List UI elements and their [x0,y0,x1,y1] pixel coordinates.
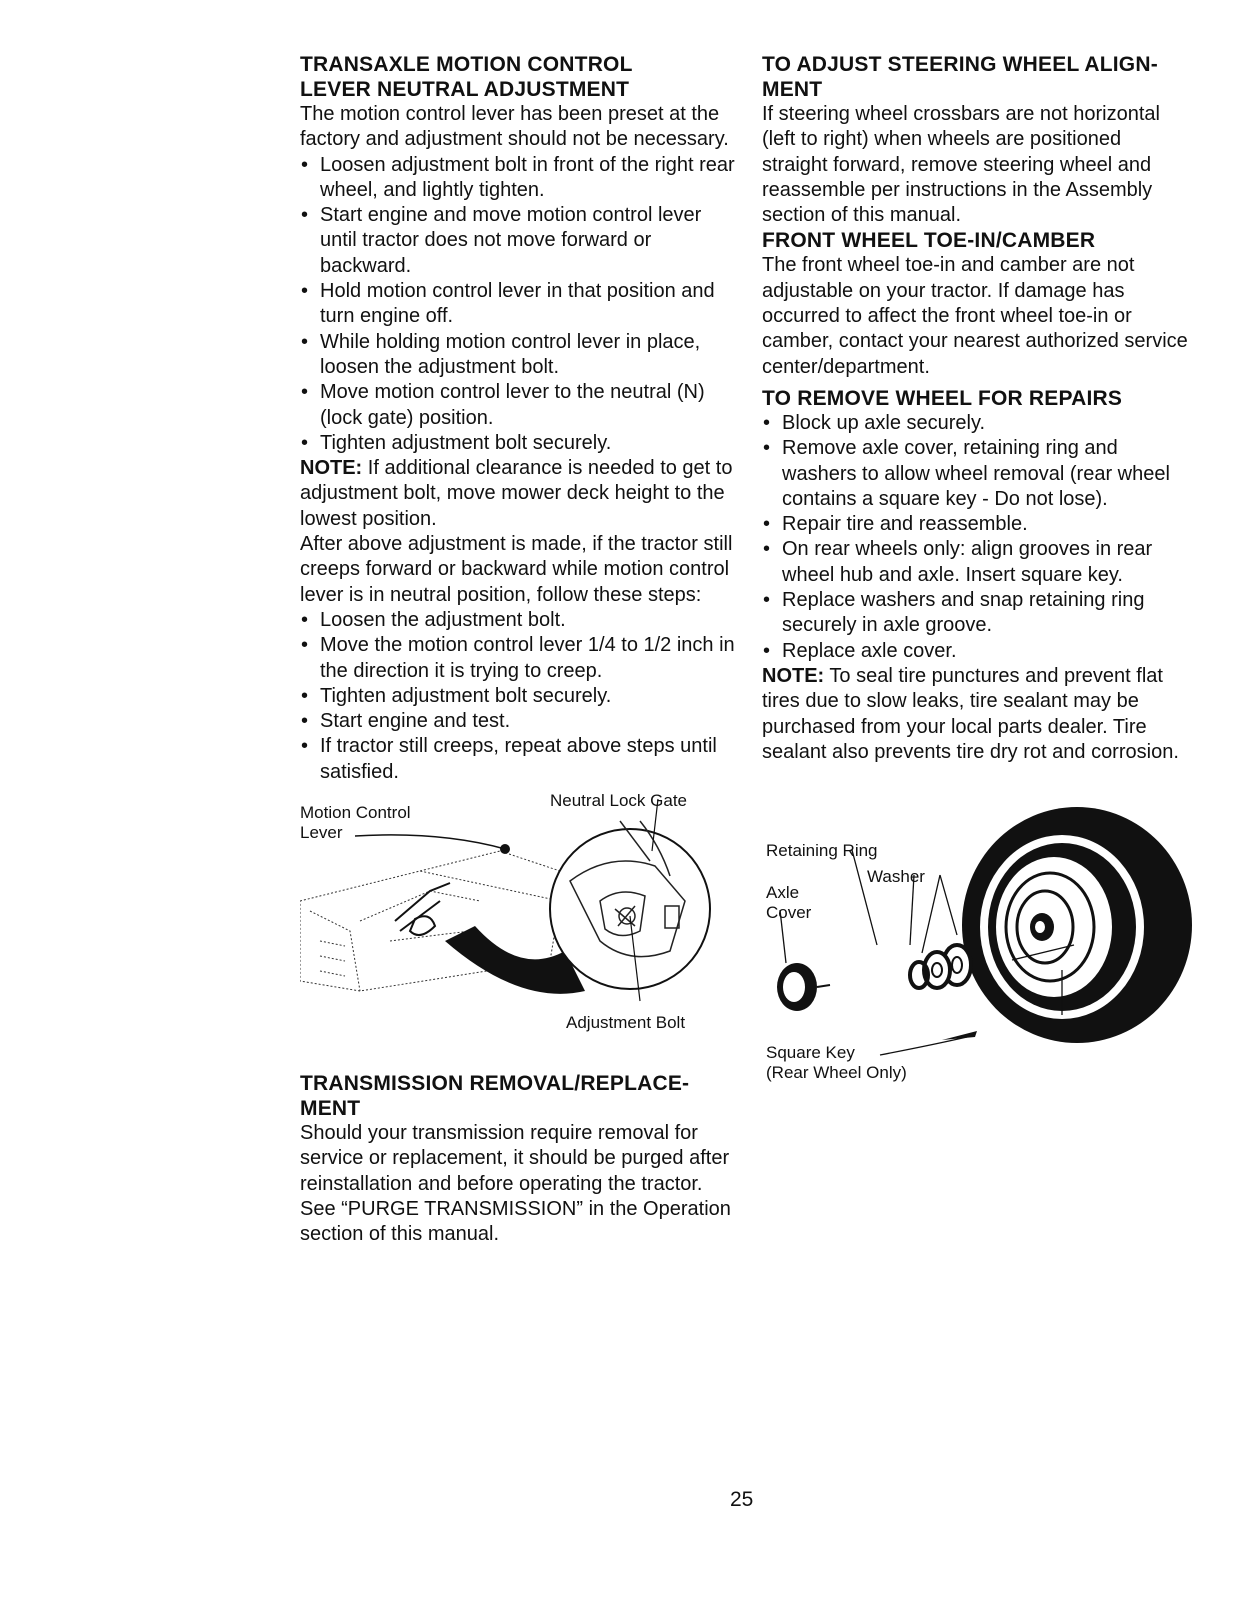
list-item: • Start engine and move motion control lever until tractor does not move forward or backward. [300,203,740,279]
right-column [762,52,1192,1083]
heading-steering: TO ADJUST STEERING WHEEL ALIGN- MENT [762,53,1158,101]
left-column [300,52,740,1248]
list-item: • Replace axle cover. [762,639,1192,664]
note-paragraph [300,456,740,532]
creep-steps-list [300,608,740,785]
heading-remove-wheel: TO REMOVE WHEEL FOR REPAIRS [762,386,1123,410]
sealant-note-paragraph [762,664,1192,765]
list-item: • Loosen adjustment bolt in front of the right rear wheel, and lightly tighten. [300,153,740,204]
list-item: • Remove axle cover, retaining ring and washers to allow wheel removal (rear wheel contains a square key - Do not lose). [762,436,1192,512]
label-square-key: Square Key (Rear Wheel Only) [766,1043,907,1083]
label-washer: Washer [867,867,925,887]
after-adjustment-paragraph: After above adjustment is made, if the tractor still creeps forward or backward while motion control lever is in neutral position, follow these steps: [300,533,733,606]
list-item: • Loosen the adjustment bolt. [300,608,740,633]
motion-control-figure [300,791,740,1063]
toe-in-paragraph: The front wheel toe-in and camber are not adjustable on your tractor. If damage has occurred to affect the front wheel toe-in or camber, contact your nearest authorized service center/department. [762,254,1188,378]
label-neutral-lock-gate: Neutral Lock Gate [550,791,688,811]
list-item: • Tighten adjustment bolt securely. [300,431,740,456]
list-item: • Start engine and test. [300,709,740,734]
list-item: • If tractor still creeps, repeat above steps until satisfied. [300,734,740,785]
label-motion-control: Motion Control Lever [300,803,411,843]
label-retaining-ring: Retaining Ring [766,841,878,861]
wheel-assembly-figure [762,805,1192,1083]
page-number: 25 [730,1488,754,1511]
note-text: To seal tire punctures and prevent flat tires due to slow leaks, tire sealant may be purchased from your local parts dealer. Tire sealant also prevents tire dry rot and corrosion. [762,664,1179,763]
list-item: • Replace washers and snap retaining ring securely in axle groove. [762,588,1192,639]
label-adjustment-bolt: Adjustment Bolt [566,1013,686,1033]
heading-transaxle: TRANSAXLE MOTION CONTROL LEVER NEUTRAL ADJUSTMENT [300,53,633,101]
label-axle-cover: Axle Cover [766,883,812,923]
note-label: NOTE: [300,457,363,480]
list-item: • Tighten adjustment bolt securely. [300,684,740,709]
remove-wheel-steps-list [762,411,1192,664]
list-item: • Move the motion control lever 1/4 to 1/2 inch in the direction it is trying to creep. [300,633,740,684]
list-item: • Hold motion control lever in that position and turn engine off. [300,279,740,330]
transmission-paragraph: Should your transmission require removal for service or replacement, it should be purged after reinstallation and before operating the tractor. See “PURGE TRANSMISSION” in the Operation section of this manual. [300,1122,731,1246]
list-item: • Repair tire and reassemble. [762,512,1192,537]
heading-toe-in-camber: FRONT WHEEL TOE-IN/CAMBER [762,229,1096,253]
steering-paragraph: If steering wheel crossbars are not horizontal (left to right) when wheels are positioned straight forward, remove steering wheel and reassemble per instructions in the Assembly section of this manual. [762,103,1160,227]
adjustment-steps-list [300,153,740,457]
list-item: • While holding motion control lever in place, loosen the adjustment bolt. [300,330,740,381]
intro-paragraph: The motion control lever has been preset at the factory and adjustment should not be necessary. [300,103,729,151]
note-label: NOTE: [762,664,825,687]
note-text: If additional clearance is needed to get to adjustment bolt, move mower deck height to the lowest position. [300,457,733,530]
list-item: • On rear wheels only: align grooves in rear wheel hub and axle. Insert square key. [762,537,1192,588]
list-item: • Move motion control lever to the neutral (N) (lock gate) position. [300,380,740,431]
heading-transmission: TRANSMISSION REMOVAL/REPLACE- MENT [300,1072,690,1121]
list-item: • Block up axle securely. [762,411,1192,436]
